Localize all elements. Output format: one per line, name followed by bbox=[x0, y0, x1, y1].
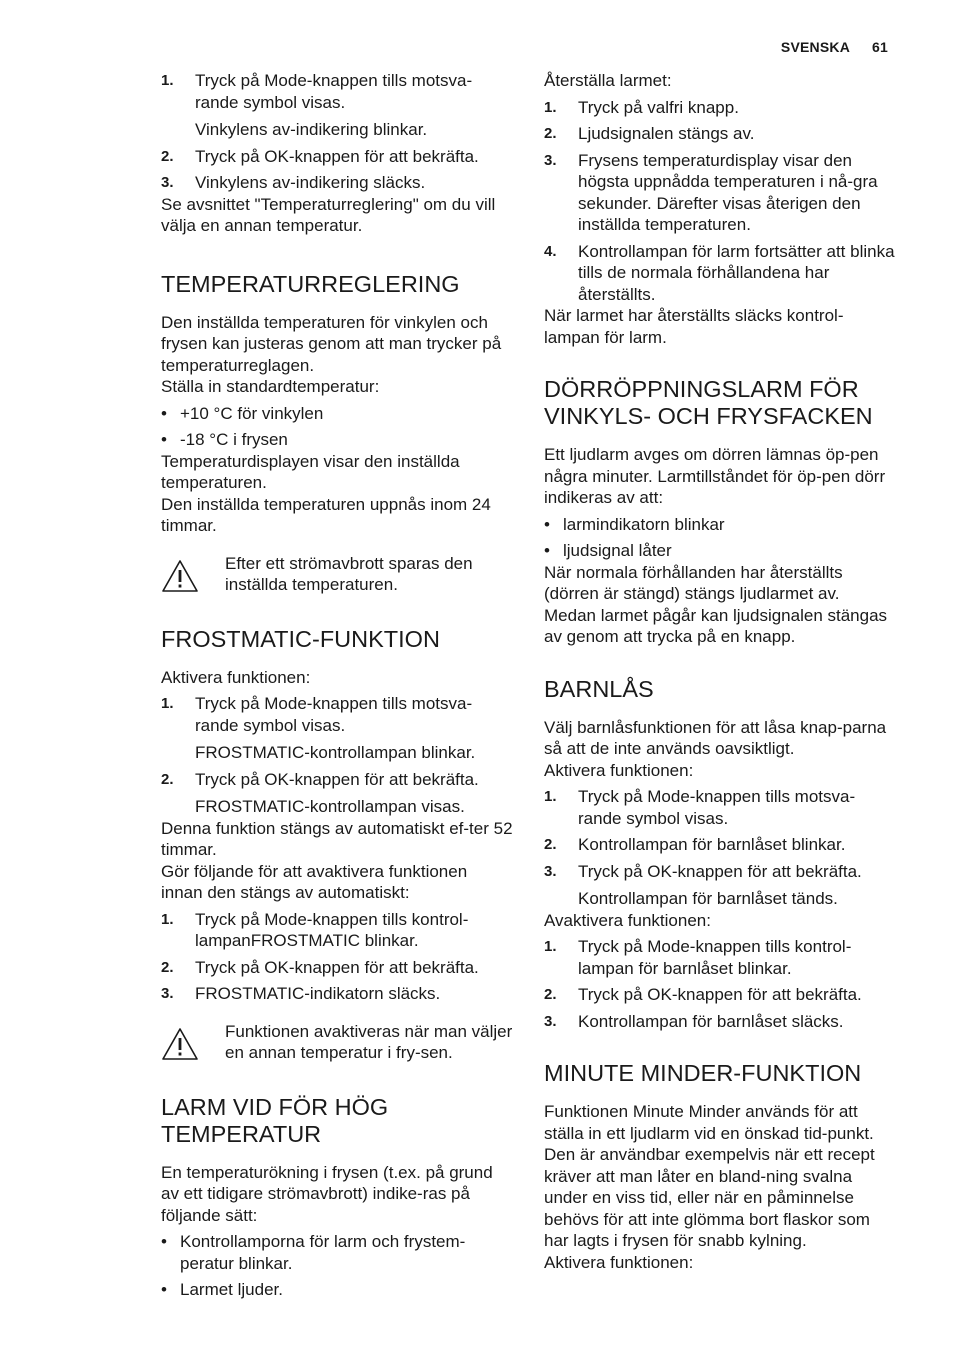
paragraph: Medan larmet pågår kan ljudsignalen stängas av genom att trycka på en knapp. bbox=[544, 605, 888, 646]
child-steps bbox=[544, 786, 896, 910]
list-item: 2. Tryck på OK-knappen för att bekräfta. bbox=[161, 769, 479, 789]
list-item: 3. Tryck på OK-knappen för att bekräfta. bbox=[544, 861, 862, 881]
list-item: 1. Tryck på Mode-knappen tills motsva-rande symbol visas. bbox=[161, 71, 473, 112]
paragraph: Aktivera funktionen: bbox=[544, 760, 694, 780]
step-note: FROSTMATIC-kontrollampan visas. bbox=[195, 797, 465, 816]
reset-steps bbox=[544, 97, 896, 306]
list-item: 3. Frysens temperaturdisplay visar den högsta uppnådda temperaturen i nå-gra sekunder. Därefter visas återigen den inställda temperaturen. bbox=[544, 150, 878, 234]
section-title-temperaturreglering: TEMPERATURREGLERING bbox=[161, 270, 460, 297]
list-item: 2. Kontrollampan för barnlåset blinkar. bbox=[544, 835, 846, 854]
language-label: SVENSKA bbox=[780, 39, 851, 55]
paragraph: Denna funktion stängs av automatiskt ef-ter 52 timmar. bbox=[161, 818, 513, 859]
paragraph: Ett ljudlarm avges om dörren lämnas öp-pen några minuter. Larmtillståndet för öp-pen dörr indikeras av att: bbox=[544, 445, 886, 507]
paragraph: Gör följande för att avaktivera funktionen innan den stängs av automatiskt: bbox=[161, 861, 468, 902]
bullet-list bbox=[161, 1231, 513, 1301]
warning-note: Funktionen avaktiveras när man väljer en annan temperatur i fry-sen. bbox=[161, 1021, 513, 1066]
list-item: • larmindikatorn blinkar bbox=[544, 514, 725, 534]
list-item: 4. Kontrollampan för larm fortsätter att blinka tills de normala förhållandena har återställts. bbox=[544, 241, 895, 304]
paragraph: Den inställda temperaturen för vinkylen och frysen kan justeras genom att man trycker på temperaturreglagen. bbox=[161, 312, 502, 375]
list-item: 1. Tryck på Mode-knappen tills motsva-rande symbol visas. bbox=[161, 694, 473, 735]
paragraph: Funktionen Minute Minder används för att ställa in ett ljudlarm vid en önskad tid-punkt. Den är användbar exempelvis när ett recept kräver att man låter en bland-ning svalna under en viss tid, eller när en påminnelse behövs för att inte glömma bort flaskor som har lagts i frysen för snabb kylning. bbox=[544, 1102, 875, 1250]
paragraph: Se avsnittet "Temperaturreglering" om du vill välja en annan temperatur. bbox=[161, 194, 496, 235]
list-item: • ljudsignal låter bbox=[544, 541, 672, 560]
section-title-larm: LARM VID FÖR HÖG TEMPERATUR bbox=[161, 1093, 389, 1147]
list-item: • -18 °C i frysen bbox=[161, 430, 288, 449]
list-item: 3. Kontrollampan för barnlåset släcks. bbox=[544, 1011, 844, 1031]
list-item: 2. Tryck på OK-knappen för att bekräfta. bbox=[161, 957, 479, 977]
intro-steps bbox=[161, 70, 513, 194]
warning-icon bbox=[161, 1021, 225, 1066]
list-item: • Kontrollamporna för larm och frystem-peratur blinkar. bbox=[161, 1232, 466, 1273]
paragraph: Välj barnlåsfunktionen för att låsa knap-parna så att de inte används oavsiktligt. bbox=[544, 717, 887, 758]
section-title-dorroppningslarm: DÖRRÖPPNINGSLARM FÖR VINKYLS- OCH FRYSFACKEN bbox=[544, 376, 873, 429]
list-item: 2. Tryck på OK-knappen för att bekräfta. bbox=[544, 985, 862, 1004]
list-item: 3. Vinkylens av-indikering släcks. bbox=[161, 173, 426, 192]
paragraph: Återställa larmet: bbox=[544, 71, 672, 90]
paragraph: Aktivera funktionen: bbox=[544, 1252, 694, 1272]
paragraph: Den inställda temperaturen uppnås inom 24 timmar. bbox=[161, 494, 491, 535]
paragraph: En temperaturökning i frysen (t.ex. på grund av ett tidigare strömavbrott) indike-ras på följande sätt: bbox=[161, 1162, 493, 1225]
list-item: 1. Tryck på Mode-knappen tills kontrol-lampanFROSTMATIC blinkar. bbox=[161, 909, 469, 950]
paragraph: Ställa in standardtemperatur: bbox=[161, 377, 380, 396]
list-item: • +10 °C för vinkylen bbox=[161, 403, 324, 423]
page-header bbox=[781, 39, 888, 55]
list-item: 1. Tryck på Mode-knappen tills kontrol-lampan för barnlåset blinkar. bbox=[544, 937, 852, 978]
child-deactivate-steps bbox=[544, 936, 896, 1032]
frost-steps bbox=[161, 693, 513, 818]
list-item: 1. Tryck på valfri knapp. bbox=[544, 97, 739, 117]
paragraph: Aktivera funktionen: bbox=[161, 667, 311, 687]
list-item: 3. FROSTMATIC-indikatorn släcks. bbox=[161, 984, 441, 1003]
section-title-frostmatic: FROSTMATIC-FUNKTION bbox=[161, 625, 440, 652]
step-note: FROSTMATIC-kontrollampan blinkar. bbox=[195, 743, 476, 762]
paragraph: Avaktivera funktionen: bbox=[544, 910, 711, 930]
paragraph: Temperaturdisplayen visar den inställda temperaturen. bbox=[161, 451, 460, 492]
section-title-minute-minder: MINUTE MINDER-FUNKTION bbox=[544, 1060, 862, 1086]
warning-note: Efter ett strömavbrott sparas den inställda temperaturen. bbox=[161, 553, 513, 598]
warning-icon bbox=[161, 553, 225, 598]
list-item: 1. Tryck på Mode-knappen tills motsva-rande symbol visas. bbox=[544, 787, 856, 828]
list-item: • Larmet ljuder. bbox=[161, 1280, 283, 1299]
left-column bbox=[161, 70, 513, 1301]
section-title-barnlas: BARNLÅS bbox=[544, 675, 654, 702]
page-number: 61 bbox=[872, 39, 888, 55]
list-item: 2. Tryck på OK-knappen för att bekräfta. bbox=[161, 146, 479, 166]
bullet-list bbox=[544, 514, 896, 562]
bullet-list bbox=[161, 403, 513, 451]
right-column bbox=[544, 70, 896, 1273]
paragraph: När larmet har återställts släcks kontrol-lampan för larm. bbox=[544, 306, 844, 347]
list-item: 2. Ljudsignalen stängs av. bbox=[544, 124, 755, 143]
step-note: Kontrollampan för barnlåset tänds. bbox=[578, 889, 838, 908]
frost-deactivate-steps bbox=[161, 909, 513, 1005]
step-note: Vinkylens av-indikering blinkar. bbox=[195, 120, 428, 139]
paragraph: När normala förhållanden har återställts (dörren är stängd) stängs ljudlarmet av. bbox=[544, 562, 843, 603]
